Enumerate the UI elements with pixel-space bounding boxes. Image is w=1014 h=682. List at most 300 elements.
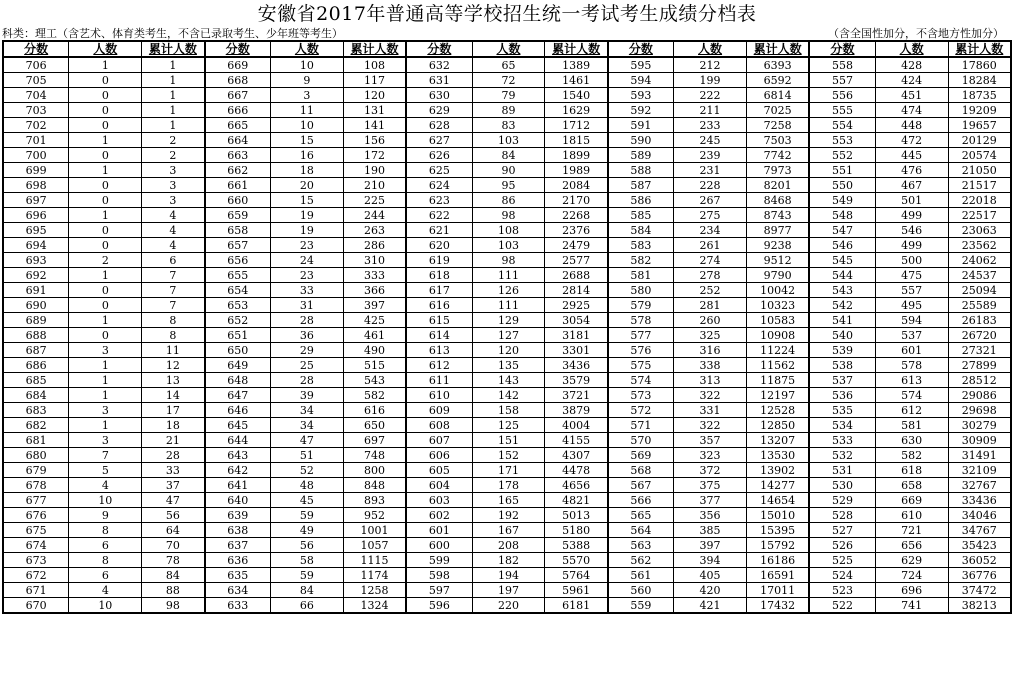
- table-row: [3, 598, 1011, 614]
- score-cell: 617: [406, 283, 472, 298]
- count-header: 人数: [472, 41, 545, 57]
- score-cell: 564: [608, 523, 674, 538]
- cumulative-cell: 4: [142, 208, 205, 223]
- cumulative-cell: 1461: [545, 73, 608, 88]
- cumulative-cell: 210: [343, 178, 406, 193]
- count-cell: 472: [875, 133, 948, 148]
- cumulative-cell: 24062: [948, 253, 1011, 268]
- score-cell: 641: [205, 478, 271, 493]
- score-cell: 618: [406, 268, 472, 283]
- count-cell: 239: [674, 148, 747, 163]
- count-cell: 448: [875, 118, 948, 133]
- count-cell: 0: [69, 148, 142, 163]
- table-row: [3, 223, 1011, 238]
- count-cell: 98: [472, 208, 545, 223]
- count-cell: 377: [674, 493, 747, 508]
- score-cell: 690: [3, 298, 69, 313]
- score-cell: 548: [809, 208, 875, 223]
- count-cell: 397: [674, 538, 747, 553]
- score-cell: 669: [205, 57, 271, 73]
- cumulative-cell: 1712: [545, 118, 608, 133]
- score-cell: 563: [608, 538, 674, 553]
- count-cell: 228: [674, 178, 747, 193]
- cumulative-cell: 8977: [747, 223, 810, 238]
- score-cell: 694: [3, 238, 69, 253]
- score-cell: 693: [3, 253, 69, 268]
- table-row: [3, 448, 1011, 463]
- table-row: [3, 388, 1011, 403]
- score-cell: 613: [406, 343, 472, 358]
- count-cell: 24: [270, 253, 343, 268]
- cumulative-cell: 5764: [545, 568, 608, 583]
- cumulative-cell: 1389: [545, 57, 608, 73]
- cumulative-cell: 23562: [948, 238, 1011, 253]
- cumulative-cell: 13207: [747, 433, 810, 448]
- cumulative-cell: 2925: [545, 298, 608, 313]
- score-cell: 674: [3, 538, 69, 553]
- cumulative-cell: 22517: [948, 208, 1011, 223]
- score-table: [2, 40, 1012, 614]
- score-cell: 550: [809, 178, 875, 193]
- cumulative-cell: 2084: [545, 178, 608, 193]
- table-row: [3, 133, 1011, 148]
- count-cell: 1: [69, 57, 142, 73]
- count-cell: 260: [674, 313, 747, 328]
- score-cell: 635: [205, 568, 271, 583]
- cumulative-cell: 3: [142, 163, 205, 178]
- cumulative-cell: 12850: [747, 418, 810, 433]
- count-header: 人数: [69, 41, 142, 57]
- score-cell: 549: [809, 193, 875, 208]
- cumulative-cell: 26720: [948, 328, 1011, 343]
- score-cell: 625: [406, 163, 472, 178]
- score-cell: 606: [406, 448, 472, 463]
- count-cell: 47: [270, 433, 343, 448]
- cumulative-cell: 3579: [545, 373, 608, 388]
- count-cell: 1: [69, 313, 142, 328]
- cumulative-cell: 5388: [545, 538, 608, 553]
- score-cell: 656: [205, 253, 271, 268]
- count-cell: 48: [270, 478, 343, 493]
- count-cell: 29: [270, 343, 343, 358]
- cumulative-cell: 13: [142, 373, 205, 388]
- count-cell: 108: [472, 223, 545, 238]
- cumulative-cell: 35423: [948, 538, 1011, 553]
- cumulative-cell: 29698: [948, 403, 1011, 418]
- score-cell: 553: [809, 133, 875, 148]
- cumulative-cell: 33: [142, 463, 205, 478]
- score-cell: 659: [205, 208, 271, 223]
- cumulative-cell: 4821: [545, 493, 608, 508]
- score-cell: 530: [809, 478, 875, 493]
- count-cell: 261: [674, 238, 747, 253]
- score-cell: 689: [3, 313, 69, 328]
- count-cell: 356: [674, 508, 747, 523]
- cumulative-cell: 11: [142, 343, 205, 358]
- count-cell: 669: [875, 493, 948, 508]
- cumulative-cell: 3436: [545, 358, 608, 373]
- score-cell: 602: [406, 508, 472, 523]
- score-cell: 588: [608, 163, 674, 178]
- count-cell: 3: [69, 433, 142, 448]
- score-cell: 678: [3, 478, 69, 493]
- score-cell: 668: [205, 73, 271, 88]
- table-row: [3, 508, 1011, 523]
- cumulative-cell: 582: [343, 388, 406, 403]
- score-cell: 601: [406, 523, 472, 538]
- cumulative-cell: 15792: [747, 538, 810, 553]
- count-cell: 405: [674, 568, 747, 583]
- score-cell: 620: [406, 238, 472, 253]
- table-row: [3, 103, 1011, 118]
- score-cell: 611: [406, 373, 472, 388]
- cumulative-cell: 2: [142, 133, 205, 148]
- cumulative-cell: 47: [142, 493, 205, 508]
- count-cell: 178: [472, 478, 545, 493]
- count-cell: 127: [472, 328, 545, 343]
- count-cell: 126: [472, 283, 545, 298]
- cumulative-cell: 22018: [948, 193, 1011, 208]
- cumulative-cell: 748: [343, 448, 406, 463]
- score-cell: 695: [3, 223, 69, 238]
- score-cell: 609: [406, 403, 472, 418]
- table-row: [3, 178, 1011, 193]
- count-cell: 208: [472, 538, 545, 553]
- cumulative-cell: 131: [343, 103, 406, 118]
- score-cell: 603: [406, 493, 472, 508]
- score-cell: 570: [608, 433, 674, 448]
- cumulative-cell: 7: [142, 268, 205, 283]
- cumulative-cell: 64: [142, 523, 205, 538]
- cumulative-cell: 13530: [747, 448, 810, 463]
- cumulative-cell: 2: [142, 148, 205, 163]
- cumulative-cell: 17860: [948, 57, 1011, 73]
- cumulative-cell: 34767: [948, 523, 1011, 538]
- score-cell: 544: [809, 268, 875, 283]
- score-cell: 612: [406, 358, 472, 373]
- count-cell: 3: [69, 403, 142, 418]
- count-cell: 375: [674, 478, 747, 493]
- cumulative-header: 累计人数: [948, 41, 1011, 57]
- cumulative-cell: 8743: [747, 208, 810, 223]
- cumulative-cell: 263: [343, 223, 406, 238]
- count-cell: 98: [472, 253, 545, 268]
- score-cell: 547: [809, 223, 875, 238]
- count-cell: 222: [674, 88, 747, 103]
- count-cell: 537: [875, 328, 948, 343]
- table-row: [3, 583, 1011, 598]
- cumulative-cell: 30909: [948, 433, 1011, 448]
- count-cell: 34: [270, 403, 343, 418]
- score-cell: 629: [406, 103, 472, 118]
- score-cell: 682: [3, 418, 69, 433]
- table-row: [3, 88, 1011, 103]
- count-cell: 500: [875, 253, 948, 268]
- table-body: [3, 57, 1011, 613]
- score-cell: 522: [809, 598, 875, 614]
- cumulative-cell: 20574: [948, 148, 1011, 163]
- count-cell: 6: [69, 538, 142, 553]
- count-cell: 83: [472, 118, 545, 133]
- score-cell: 619: [406, 253, 472, 268]
- count-cell: 0: [69, 88, 142, 103]
- score-cell: 571: [608, 418, 674, 433]
- cumulative-cell: 697: [343, 433, 406, 448]
- score-cell: 557: [809, 73, 875, 88]
- score-cell: 632: [406, 57, 472, 73]
- cumulative-cell: 2479: [545, 238, 608, 253]
- count-cell: 1: [69, 358, 142, 373]
- score-cell: 538: [809, 358, 875, 373]
- score-cell: 639: [205, 508, 271, 523]
- cumulative-cell: 37: [142, 478, 205, 493]
- cumulative-cell: 19657: [948, 118, 1011, 133]
- count-cell: 39: [270, 388, 343, 403]
- count-cell: 58: [270, 553, 343, 568]
- cumulative-cell: 14654: [747, 493, 810, 508]
- count-cell: 212: [674, 57, 747, 73]
- count-cell: 84: [472, 148, 545, 163]
- cumulative-cell: 7025: [747, 103, 810, 118]
- cumulative-cell: 36052: [948, 553, 1011, 568]
- cumulative-cell: 650: [343, 418, 406, 433]
- count-cell: 6: [69, 568, 142, 583]
- count-cell: 233: [674, 118, 747, 133]
- count-cell: 557: [875, 283, 948, 298]
- score-cell: 657: [205, 238, 271, 253]
- table-header: [3, 41, 1011, 57]
- score-cell: 579: [608, 298, 674, 313]
- score-cell: 582: [608, 253, 674, 268]
- count-cell: 658: [875, 478, 948, 493]
- table-row: [3, 193, 1011, 208]
- cumulative-cell: 18284: [948, 73, 1011, 88]
- count-cell: 629: [875, 553, 948, 568]
- count-cell: 322: [674, 388, 747, 403]
- score-cell: 573: [608, 388, 674, 403]
- cumulative-cell: 1540: [545, 88, 608, 103]
- cumulative-cell: 190: [343, 163, 406, 178]
- cumulative-cell: 616: [343, 403, 406, 418]
- cumulative-cell: 4478: [545, 463, 608, 478]
- cumulative-cell: 4307: [545, 448, 608, 463]
- cumulative-cell: 543: [343, 373, 406, 388]
- count-cell: 28: [270, 313, 343, 328]
- cumulative-cell: 7: [142, 298, 205, 313]
- cumulative-cell: 28: [142, 448, 205, 463]
- cumulative-cell: 15010: [747, 508, 810, 523]
- score-cell: 589: [608, 148, 674, 163]
- cumulative-cell: 16591: [747, 568, 810, 583]
- cumulative-cell: 5570: [545, 553, 608, 568]
- count-cell: 316: [674, 343, 747, 358]
- count-cell: 420: [674, 583, 747, 598]
- count-cell: 475: [875, 268, 948, 283]
- count-cell: 323: [674, 448, 747, 463]
- count-cell: 0: [69, 298, 142, 313]
- cumulative-cell: 29086: [948, 388, 1011, 403]
- table-row: [3, 148, 1011, 163]
- cumulative-cell: 31491: [948, 448, 1011, 463]
- table-row: [3, 238, 1011, 253]
- score-cell: 560: [608, 583, 674, 598]
- score-header: 分数: [608, 41, 674, 57]
- count-cell: 322: [674, 418, 747, 433]
- score-cell: 587: [608, 178, 674, 193]
- page-title: 安徽省2017年普通高等学校招生统一考试考生成绩分档表: [257, 3, 757, 25]
- cumulative-cell: 27899: [948, 358, 1011, 373]
- score-cell: 683: [3, 403, 69, 418]
- count-cell: 158: [472, 403, 545, 418]
- cumulative-cell: 156: [343, 133, 406, 148]
- count-cell: 103: [472, 133, 545, 148]
- table-row: [3, 463, 1011, 478]
- score-cell: 531: [809, 463, 875, 478]
- count-cell: 23: [270, 238, 343, 253]
- score-cell: 670: [3, 598, 69, 614]
- count-cell: 4: [69, 583, 142, 598]
- score-cell: 658: [205, 223, 271, 238]
- count-cell: 325: [674, 328, 747, 343]
- score-cell: 546: [809, 238, 875, 253]
- score-cell: 631: [406, 73, 472, 88]
- cumulative-cell: 6181: [545, 598, 608, 614]
- cumulative-cell: 3301: [545, 343, 608, 358]
- table-row: [3, 283, 1011, 298]
- count-cell: 0: [69, 283, 142, 298]
- score-cell: 626: [406, 148, 472, 163]
- count-cell: 142: [472, 388, 545, 403]
- score-cell: 575: [608, 358, 674, 373]
- cumulative-cell: 1: [142, 88, 205, 103]
- score-cell: 624: [406, 178, 472, 193]
- count-cell: 10: [270, 118, 343, 133]
- count-cell: 610: [875, 508, 948, 523]
- score-cell: 614: [406, 328, 472, 343]
- score-cell: 628: [406, 118, 472, 133]
- cumulative-cell: 172: [343, 148, 406, 163]
- score-cell: 566: [608, 493, 674, 508]
- score-cell: 643: [205, 448, 271, 463]
- table-row: [3, 268, 1011, 283]
- score-cell: 651: [205, 328, 271, 343]
- cumulative-cell: 1989: [545, 163, 608, 178]
- score-header: 分数: [3, 41, 69, 57]
- count-cell: 45: [270, 493, 343, 508]
- cumulative-cell: 25094: [948, 283, 1011, 298]
- score-cell: 647: [205, 388, 271, 403]
- cumulative-cell: 1001: [343, 523, 406, 538]
- score-cell: 665: [205, 118, 271, 133]
- score-cell: 540: [809, 328, 875, 343]
- score-cell: 655: [205, 268, 271, 283]
- score-cell: 529: [809, 493, 875, 508]
- count-cell: 331: [674, 403, 747, 418]
- score-cell: 676: [3, 508, 69, 523]
- score-cell: 636: [205, 553, 271, 568]
- count-cell: 3: [69, 343, 142, 358]
- cumulative-cell: 2376: [545, 223, 608, 238]
- score-cell: 630: [406, 88, 472, 103]
- count-cell: 52: [270, 463, 343, 478]
- count-cell: 152: [472, 448, 545, 463]
- count-cell: 220: [472, 598, 545, 614]
- count-cell: 618: [875, 463, 948, 478]
- cumulative-cell: 11224: [747, 343, 810, 358]
- score-cell: 592: [608, 103, 674, 118]
- score-cell: 536: [809, 388, 875, 403]
- score-cell: 559: [608, 598, 674, 614]
- count-cell: 31: [270, 298, 343, 313]
- score-cell: 662: [205, 163, 271, 178]
- count-cell: 574: [875, 388, 948, 403]
- score-cell: 697: [3, 193, 69, 208]
- count-cell: 49: [270, 523, 343, 538]
- score-cell: 621: [406, 223, 472, 238]
- count-cell: 0: [69, 178, 142, 193]
- count-header: 人数: [875, 41, 948, 57]
- cumulative-cell: 10042: [747, 283, 810, 298]
- cumulative-cell: 1258: [343, 583, 406, 598]
- count-cell: 79: [472, 88, 545, 103]
- score-cell: 562: [608, 553, 674, 568]
- score-cell: 542: [809, 298, 875, 313]
- cumulative-cell: 893: [343, 493, 406, 508]
- score-cell: 660: [205, 193, 271, 208]
- table-row: [3, 328, 1011, 343]
- score-cell: 642: [205, 463, 271, 478]
- score-cell: 692: [3, 268, 69, 283]
- cumulative-cell: 397: [343, 298, 406, 313]
- cumulative-cell: 141: [343, 118, 406, 133]
- score-cell: 527: [809, 523, 875, 538]
- count-cell: 28: [270, 373, 343, 388]
- score-cell: 663: [205, 148, 271, 163]
- score-cell: 698: [3, 178, 69, 193]
- cumulative-cell: 56: [142, 508, 205, 523]
- cumulative-cell: 20129: [948, 133, 1011, 148]
- count-cell: 143: [472, 373, 545, 388]
- count-cell: 613: [875, 373, 948, 388]
- cumulative-cell: 1815: [545, 133, 608, 148]
- score-cell: 539: [809, 343, 875, 358]
- cumulative-cell: 28512: [948, 373, 1011, 388]
- score-cell: 561: [608, 568, 674, 583]
- cumulative-cell: 9238: [747, 238, 810, 253]
- score-cell: 646: [205, 403, 271, 418]
- count-cell: 15: [270, 193, 343, 208]
- cumulative-cell: 244: [343, 208, 406, 223]
- count-cell: 9: [270, 73, 343, 88]
- cumulative-cell: 37472: [948, 583, 1011, 598]
- score-cell: 585: [608, 208, 674, 223]
- count-cell: 501: [875, 193, 948, 208]
- score-cell: 654: [205, 283, 271, 298]
- score-cell: 681: [3, 433, 69, 448]
- score-cell: 686: [3, 358, 69, 373]
- cumulative-cell: 32767: [948, 478, 1011, 493]
- count-cell: 1: [69, 163, 142, 178]
- count-cell: 0: [69, 73, 142, 88]
- cumulative-cell: 1: [142, 118, 205, 133]
- cumulative-cell: 13902: [747, 463, 810, 478]
- table-row: [3, 538, 1011, 553]
- score-cell: 590: [608, 133, 674, 148]
- count-cell: 211: [674, 103, 747, 118]
- count-cell: 111: [472, 298, 545, 313]
- cumulative-cell: 461: [343, 328, 406, 343]
- cumulative-cell: 7: [142, 283, 205, 298]
